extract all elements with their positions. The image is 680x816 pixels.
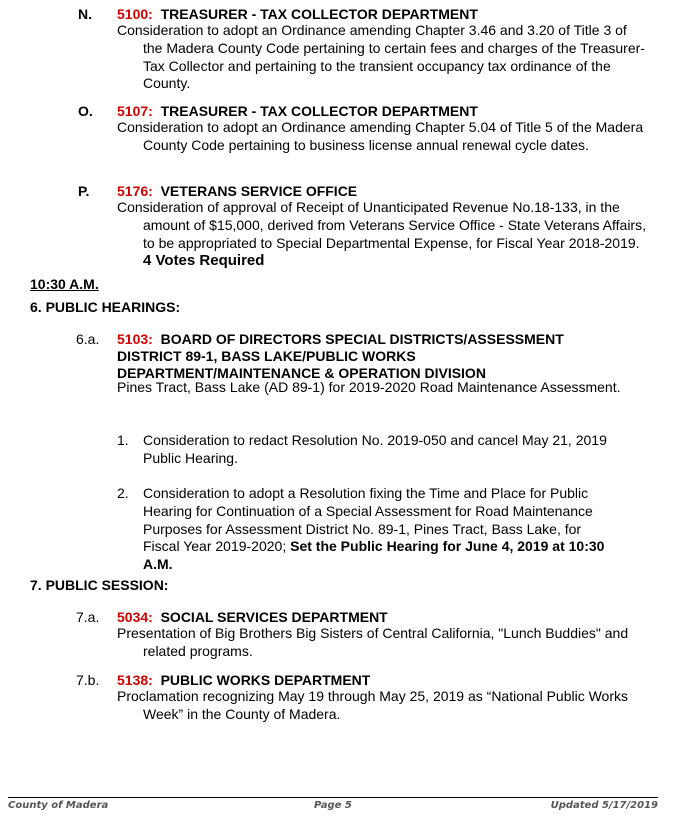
item-number[interactable]: 5034: bbox=[117, 609, 153, 625]
item-label: 7.a. bbox=[76, 609, 100, 625]
list-item: Consideration to redact Resolution No. 2019-050 and cancel May 21, 2019 Public Hearing. bbox=[143, 432, 607, 466]
footer-county: County of Madera bbox=[8, 800, 109, 811]
item-heading bbox=[117, 672, 637, 689]
item-department: BOARD OF DIRECTORS SPECIAL DISTRICTS/ASSESSMENT bbox=[160, 331, 564, 347]
item-description: Consideration to adopt an Ordinance amending Chapter 3.46 and 3.20 of Title 3 of the Madera County Code pertaining to certain fees and charges of the Treasurer-Tax Collector and pertaining to the transient occupancy tax ordinance of the County. bbox=[117, 22, 645, 92]
item-department: DEPARTMENT/MAINTENANCE & OPERATION DIVISION bbox=[117, 365, 486, 381]
list-item-text: Consideration to adopt a Resolution fixing the Time and Place for Public Hearing for Continuation of a Special Assessment for Road Maintenance Purposes for Assessment District No. 89-1, Pines Tract, Bass Lake, for Fiscal Year 2019-2020; bbox=[143, 485, 593, 555]
item-description: Consideration to adopt an Ordinance amending Chapter 5.04 of Title 5 of the Madera County Code pertaining to business license annual renewal cycle dates. bbox=[117, 119, 644, 153]
item-label: 6.a. bbox=[76, 331, 100, 347]
time-heading: 10:30 A.M. bbox=[30, 276, 99, 292]
item-department: DISTRICT 89-1, BASS LAKE/PUBLIC WORKS bbox=[117, 348, 416, 364]
hearing-date: Set the Public Hearing for June 4, 2019 at 10:30 A.M. bbox=[143, 538, 605, 573]
item-description: Presentation of Big Brothers Big Sisters of Central California, "Lunch Buddies" and related programs. bbox=[117, 625, 629, 659]
list-item bbox=[143, 485, 621, 574]
footer-updated: Updated 5/17/2019 bbox=[550, 800, 658, 811]
item-description: Pines Tract, Bass Lake (AD 89-1) for 2019-2020 Road Maintenance Assessment. bbox=[117, 379, 621, 395]
item-description: Proclamation recognizing May 19 through May 25, 2019 as “National Public Works Week” in the County of Madera. bbox=[117, 688, 628, 722]
item-letter: P. bbox=[78, 183, 90, 199]
item-heading bbox=[117, 331, 637, 382]
item-department: VETERANS SERVICE OFFICE bbox=[160, 183, 358, 199]
item-number[interactable]: 5107: bbox=[117, 103, 153, 119]
item-heading bbox=[117, 183, 637, 200]
item-heading bbox=[117, 6, 637, 23]
list-number: 2. bbox=[117, 485, 129, 501]
item-heading bbox=[117, 103, 637, 120]
item-number[interactable]: 5100: bbox=[117, 6, 153, 22]
item-number[interactable]: 5103: bbox=[117, 331, 153, 347]
item-department: PUBLIC WORKS DEPARTMENT bbox=[160, 672, 371, 688]
item-department: SOCIAL SERVICES DEPARTMENT bbox=[160, 609, 388, 625]
item-heading bbox=[117, 609, 637, 626]
public-hearings-heading: 6. PUBLIC HEARINGS: bbox=[30, 299, 181, 315]
item-description bbox=[117, 199, 648, 270]
item-department: TREASURER - TAX COLLECTOR DEPARTMENT bbox=[160, 103, 478, 119]
item-number[interactable]: 5138: bbox=[117, 672, 153, 688]
footer-divider bbox=[8, 797, 658, 798]
item-letter: N. bbox=[78, 6, 92, 22]
item-text: Consideration of approval of Receipt of Unanticipated Revenue No.18-133, in the amount of $15,000, derived from Veterans Service Office - State Veterans Affairs, to be appropriated to Special Departmental Expense, for Fiscal Year 2018-2019. bbox=[117, 199, 646, 251]
votes-required: 4 Votes Required bbox=[143, 252, 265, 270]
item-number[interactable]: 5176: bbox=[117, 183, 153, 199]
list-number: 1. bbox=[117, 432, 129, 448]
item-letter: O. bbox=[78, 103, 93, 119]
public-session-heading: 7. PUBLIC SESSION: bbox=[30, 577, 169, 593]
item-label: 7.b. bbox=[76, 672, 100, 688]
footer-page: Page 5 bbox=[314, 800, 352, 811]
item-department: TREASURER - TAX COLLECTOR DEPARTMENT bbox=[160, 6, 478, 22]
